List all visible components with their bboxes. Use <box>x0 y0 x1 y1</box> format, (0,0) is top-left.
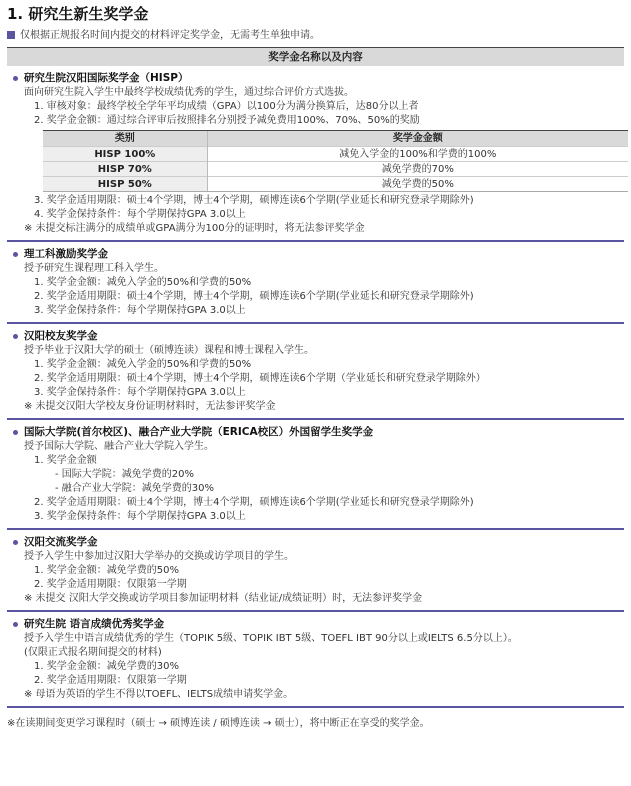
note: ※ 未提交 汉阳大学交换或访学项目参加证明材料（结业证/成绩证明）时，无法参评奖学金 <box>24 593 423 604</box>
list-item: 2. 奖学金金额：通过综合评审后按照排名分别授予减免费用100%、70%、50%的奖励 <box>34 115 420 126</box>
bullet-icon <box>13 430 18 435</box>
table-row <box>43 147 628 162</box>
list-item: 2. 奖学金适用期限：硕士4个学期，博士4个学期，硕博连读6个学期（学业延长和研究登录学期除外） <box>34 373 486 384</box>
sub-item: - 融合产业大学院：减免学费的30% <box>55 483 215 494</box>
list-item: 1. 奖学金金额：减免入学金的50%和学费的50% <box>34 359 252 370</box>
section-exchange <box>7 530 624 612</box>
table-row <box>43 177 628 192</box>
section-title-text: 汉阳校友奖学金 <box>24 329 98 342</box>
table-cell: HISP 70% <box>43 162 207 177</box>
note: ※ 母语为英语的学生不得以TOEFL、IELTS成绩申请奖学金。 <box>24 689 294 700</box>
list-item: 2. 奖学金适用期限：硕士4个学期，博士4个学期，硕博连读6个学期(学业延长和研究登录学期除外) <box>34 291 474 302</box>
section-desc-note: (仅限正式报名期间提交的材料) <box>24 647 162 658</box>
table-cell: HISP 100% <box>43 147 207 162</box>
section-hisp <box>7 66 624 242</box>
section-desc: 授予毕业于汉阳大学的硕士（硕博连读）课程和博士课程入学生。 <box>24 345 314 356</box>
section-title-text: 国际大学院(首尔校区)、融合产业大学院（ERICA校区）外国留学生奖学金 <box>24 425 374 438</box>
list-item: 1. 奖学金金额：减免学费的50% <box>34 565 179 576</box>
list-item: 3. 奖学金保持条件：每个学期保持GPA 3.0以上 <box>34 511 246 522</box>
section-title <box>13 535 624 550</box>
square-bullet-icon <box>7 31 15 39</box>
section-desc: 授予入学生中参加过汉阳大学举办的交换或访学项目的学生。 <box>24 551 294 562</box>
table-cell: 减免学费的70% <box>207 162 628 177</box>
footer-note: ※在读期间变更学习课程时（硕士 → 硕博连读 / 硕博连读 → 硕士），将中断正在享受的奖学金。 <box>7 718 430 729</box>
table-row <box>43 162 628 177</box>
section-desc: 授予国际大学院、融合产业大学院入学生。 <box>24 441 214 452</box>
bullet-icon <box>13 334 18 339</box>
note: ※ 未提交标注满分的成绩单或GPA满分为100分的证明时，将无法参评奖学金 <box>24 223 365 234</box>
section-title-text: 汉阳交流奖学金 <box>24 535 98 548</box>
sub-item: - 国际大学院：减免学费的20% <box>55 469 195 480</box>
list-item: 1. 奖学金金额 <box>34 455 97 466</box>
section-title-text: 研究生院 语言成绩优秀奖学金 <box>24 617 165 630</box>
table-cell: 减免入学金的100%和学费的100% <box>207 147 628 162</box>
section-desc: 授予研究生课程理工科入学生。 <box>24 263 164 274</box>
table-cell: 减免学费的50% <box>207 177 628 192</box>
list-item: 1. 奖学金金额：减免学费的30% <box>34 661 179 672</box>
list-item: 2. 奖学金适用期限：硕士4个学期，博士4个学期，硕博连读6个学期(学业延长和研究登录学期除外) <box>34 497 474 508</box>
list-item: 1. 奖学金金额：减免入学金的50%和学费的50% <box>34 277 252 288</box>
section-title <box>13 425 624 440</box>
section-science <box>7 242 624 324</box>
intro-line <box>7 27 624 43</box>
section-title <box>13 71 624 86</box>
section-title-text: 研究生院汉阳国际奖学金（HISP） <box>24 71 189 84</box>
section-title <box>13 247 624 262</box>
section-alumni <box>7 324 624 420</box>
table-cell: HISP 50% <box>43 177 207 192</box>
note: ※ 未提交汉阳大学校友身份证明材料时，无法参评奖学金 <box>24 401 276 412</box>
scholarship-table-header: 奖学金名称以及内容 <box>7 47 624 66</box>
bullet-icon <box>13 622 18 627</box>
list-item: 3. 奖学金保持条件：每个学期保持GPA 3.0以上 <box>34 387 246 398</box>
column-header-category: 类别 <box>43 131 207 147</box>
bullet-icon <box>13 252 18 257</box>
bullet-icon <box>13 76 18 81</box>
section-language <box>7 612 624 708</box>
table-header-row <box>43 131 628 147</box>
list-item: 4. 奖学金保持条件：每个学期保持GPA 3.0以上 <box>34 209 246 220</box>
section-title <box>13 329 624 344</box>
section-international <box>7 420 624 530</box>
list-item: 2. 奖学金适用期限：仅限第一学期 <box>34 675 187 686</box>
list-item: 3. 奖学金保持条件：每个学期保持GPA 3.0以上 <box>34 305 246 316</box>
list-item: 1. 审核对象：最终学校全学年平均成绩（GPA）以100分为满分换算后，达80分以上者 <box>34 101 419 112</box>
hisp-table <box>43 130 628 192</box>
column-header-amount: 奖学金金额 <box>207 131 628 147</box>
list-item: 2. 奖学金适用期限：仅限第一学期 <box>34 579 187 590</box>
section-desc: 面向研究生院入学生中最终学校成绩优秀的学生，通过综合评价方式选拔。 <box>24 87 354 98</box>
section-desc: 授予入学生中语言成绩优秀的学生（TOPIK 5级、TOPIK IBT 5级、TOEFL IBT 90分以上或IELTS 6.5分以上）。 <box>24 633 518 644</box>
page-title: 1. 研究生新生奖学金 <box>7 5 149 23</box>
bullet-icon <box>13 540 18 545</box>
section-title <box>13 617 624 632</box>
list-item: 3. 奖学金适用期限：硕士4个学期，博士4个学期，硕博连读6个学期(学业延长和研究登录学期除外) <box>34 195 474 206</box>
intro-text: 仅根据正规报名时间内提交的材料评定奖学金，无需考生单独申请。 <box>20 29 320 41</box>
section-title-text: 理工科激励奖学金 <box>24 247 108 260</box>
